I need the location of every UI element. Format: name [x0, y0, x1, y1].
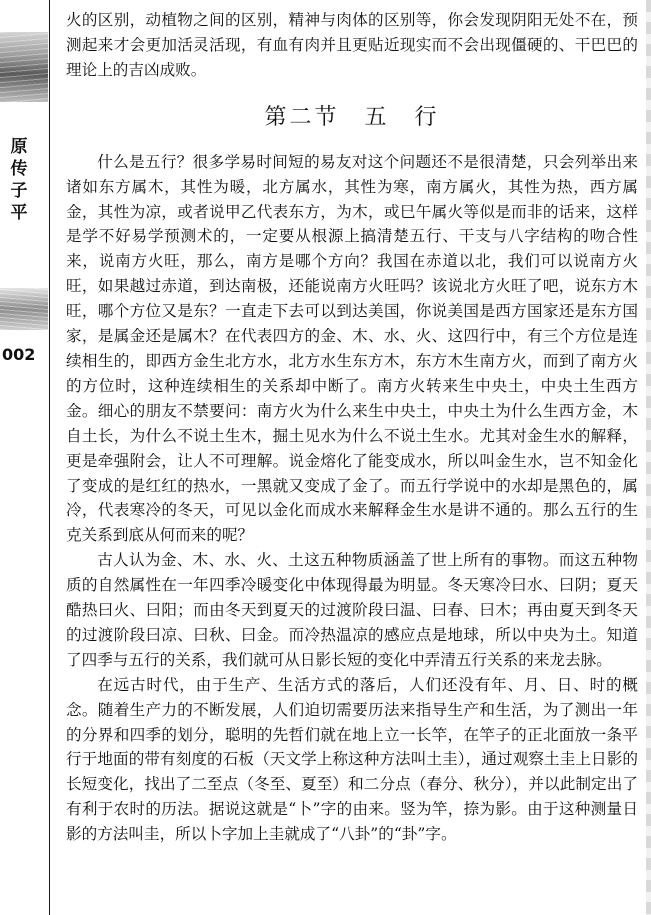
- margin-rule: [49, 0, 50, 915]
- running-title-char: 子: [10, 181, 28, 201]
- continued-paragraph: 火的区别，动植物之间的区别，精神与肉体的区别等，你会发现阴阳无处不在，预测起来才会更加活灵活现，有血有肉并且更贴近现实而不会出现僵硬的、干巴巴的理论上的吉凶成败。: [66, 11, 638, 79]
- right-page-edge: [646, 0, 651, 915]
- body-paragraph: 在远古时代，由于生产、生活方式的落后，人们还没有年、月、日、时的概念。随着生产力的不断发展，人们迫切需要历法来指导生产和生活，为了测出一年的分界和四季的划分，聪明的先哲们就在地上立一长竿，在竿子的正北面放一条平行于地面的带有刻度的石板（天文学上称这种方法叫土圭），通过观察土圭上日影的长短变化，找出了二至点（冬至、夏至）和二分点（春分、秋分），并以此制定出了有利于农时的历法。据说这就是“卜”字的由来。竖为竿，捺为影。由于这种测量日影的方法叫圭，所以卜字加上圭就成了“八卦”的“卦”字。: [66, 675, 638, 844]
- page-number: 002: [2, 345, 36, 364]
- body-paragraph: 什么是五行？很多学易时间短的易友对这个问题还不是很清楚，只会列举出来诸如东方属木，其性为暖，北方属水，其性为寒，南方属火，其性为热，西方属金，其性为凉，或者说甲乙代表东方，为木，或巳午属火等似是而非的话来，这样是学不好易学预测术的，一定要从根源上搞清楚五行、干支与八字结构的吻合性来，说南方火旺，那么，南方是哪个方向？我国在赤道以北，我们可以说南方火旺，如果越过赤道，到达南极，还能说南方火旺吗？该说北方火旺了吧，说东方木旺，哪个方位又是东？一直走下去可以到达美国，你说美国是西方国家还是东方国家，是属金还是属木？在代表四方的金、木、水、火、这四行中，有三个方位是连续相生的，即西方金生北方水，北方水生东方木，东方木生南方火，而到了南方火的方位时，这种连续相生的关系却中断了。南方火转来生中央土，中央土生西方金。细心的朋友不禁要问：南方火为什么来生中央土，中央土为什么生西方金，木自土长，为什么不说土生木，掘土见水为什么不说土生水。尤其对金生水的解释，更是牵强附会，让人不可理解。说金熔化了能变成水，所以叫金生水，岂不知金化了变成的是红红的热水，一黑就又变成了金了。而五行学说中的水却是黑色的，属冷，代表寒冷的冬天，可见以金化而成水来解释金生水是讲不通的。那么五行的生克关系到底从何而来的呢？: [66, 152, 638, 545]
- running-title-char: 原: [10, 137, 28, 157]
- running-title-char: 平: [10, 203, 28, 223]
- body-paragraph: 古人认为金、木、水、火、土这五种物质涵盖了世上所有的事物。而这五种物质的自然属性在一年四季冷暖变化中体现得最为明显。冬天寒冷曰水、曰阴；夏天酷热曰火、曰阳；而由冬天到夏天的过渡阶段曰温、曰春、曰木；再由夏天到冬天的过渡阶段曰凉、曰秋、曰金。而冷热温凉的感应点是地球，所以中央为土。知道了四季与五行的关系，我们就可从日影长短的变化中弄清五行关系的来龙去脉。: [66, 551, 638, 669]
- margin-decoration-bottom-lines: [0, 288, 48, 330]
- running-title-char: 传: [10, 159, 28, 179]
- running-title: [9, 136, 29, 224]
- section-title: 第二节 五 行: [264, 104, 440, 130]
- margin-decoration-top-lines: [0, 32, 48, 102]
- page-body: [66, 8, 638, 847]
